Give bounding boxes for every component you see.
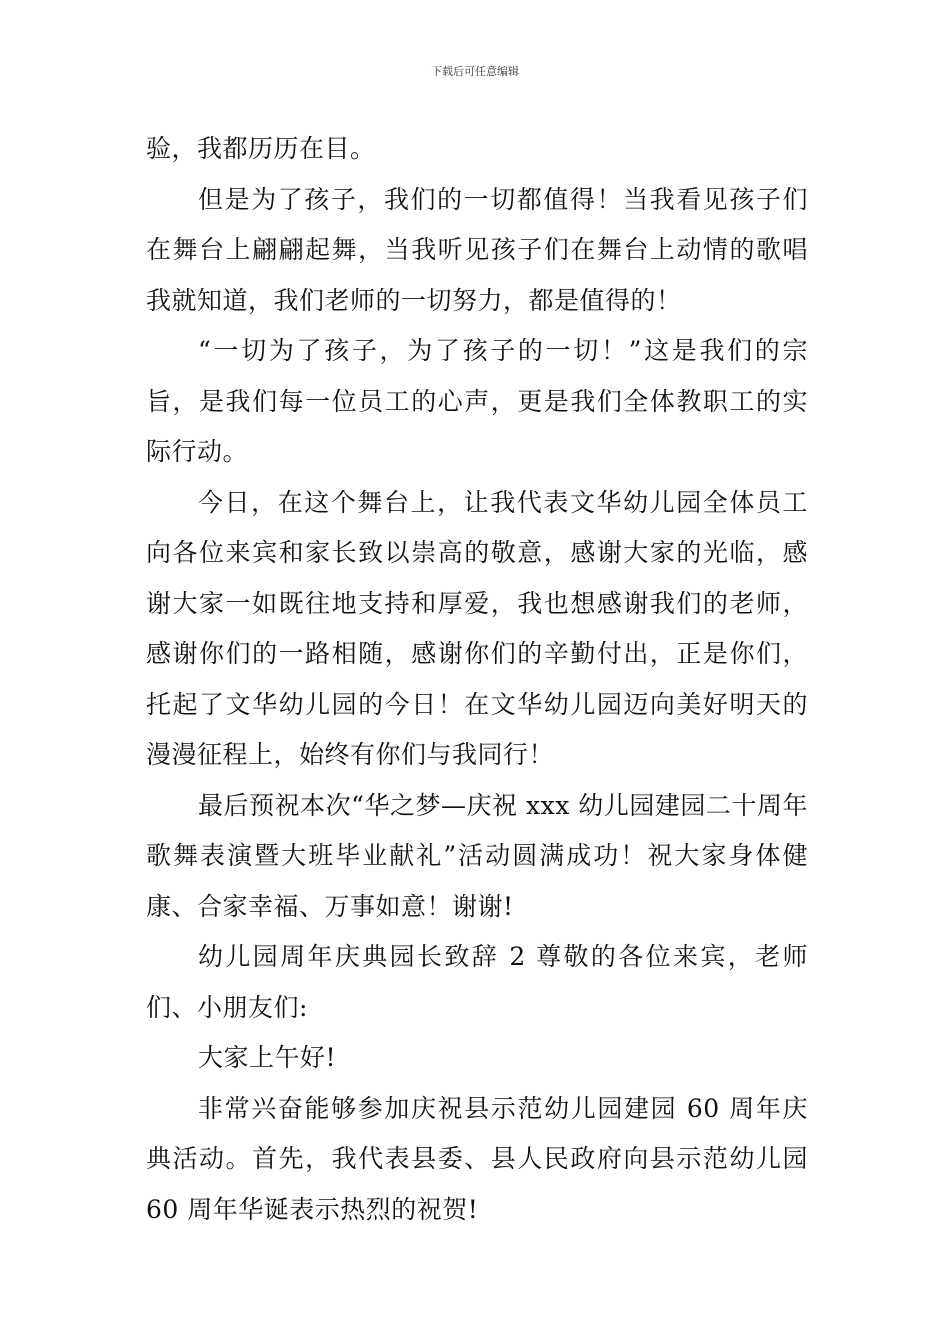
page-header: 下载后可任意编辑 — [431, 65, 519, 78]
paragraph-3: “一切为了孩子，为了孩子的一切！”这是我们的宗旨，是我们每一位员工的心声，更是我们全体教职工的实际行动。 — [146, 336, 808, 466]
paragraph-8: 非常兴奋能够参加庆祝县示范幼儿园建园 60 周年庆典活动。首先，我代表县委、县人民政府向县示范幼儿园 60 周年华诞表示热烈的祝贺! — [146, 1093, 808, 1224]
paragraph-7: 大家上午好! — [198, 1043, 337, 1072]
paragraph-5: 最后预祝本次“华之梦—庆祝 xxx 幼儿园建园二十周年歌舞表演暨大班毕业献礼”活动圆满成功！祝大家身体健康、合家幸福、万事如意！谢谢! — [146, 790, 808, 921]
paragraph-1: 验，我都历历在目。 — [146, 134, 376, 163]
paragraph-6: 幼儿园周年庆典园长致辞 2 尊敬的各位来宾，老师们、小朋友们: — [146, 942, 808, 1022]
paragraph-2: 但是为了孩子，我们的一切都值得！当我看见孩子们在舞台上翩翩起舞，当我听见孩子们在舞台上动情的歌唱我就知道，我们老师的一切努力，都是值得的！ — [146, 184, 808, 315]
document-body — [146, 124, 808, 1235]
paragraph-4: 今日，在这个舞台上，让我代表文华幼儿园全体员工向各位来宾和家长致以崇高的敬意，感谢大家的光临，感谢大家一如既往地支持和厚爱，我也想感谢我们的老师，感谢你们的一路相随，感谢你们的辛勤付出，正是你们，托起了文华幼儿园的今日！在文华幼儿园迈向美好明天的漫漫征程上，始终有你们与我同行！ — [146, 487, 808, 769]
